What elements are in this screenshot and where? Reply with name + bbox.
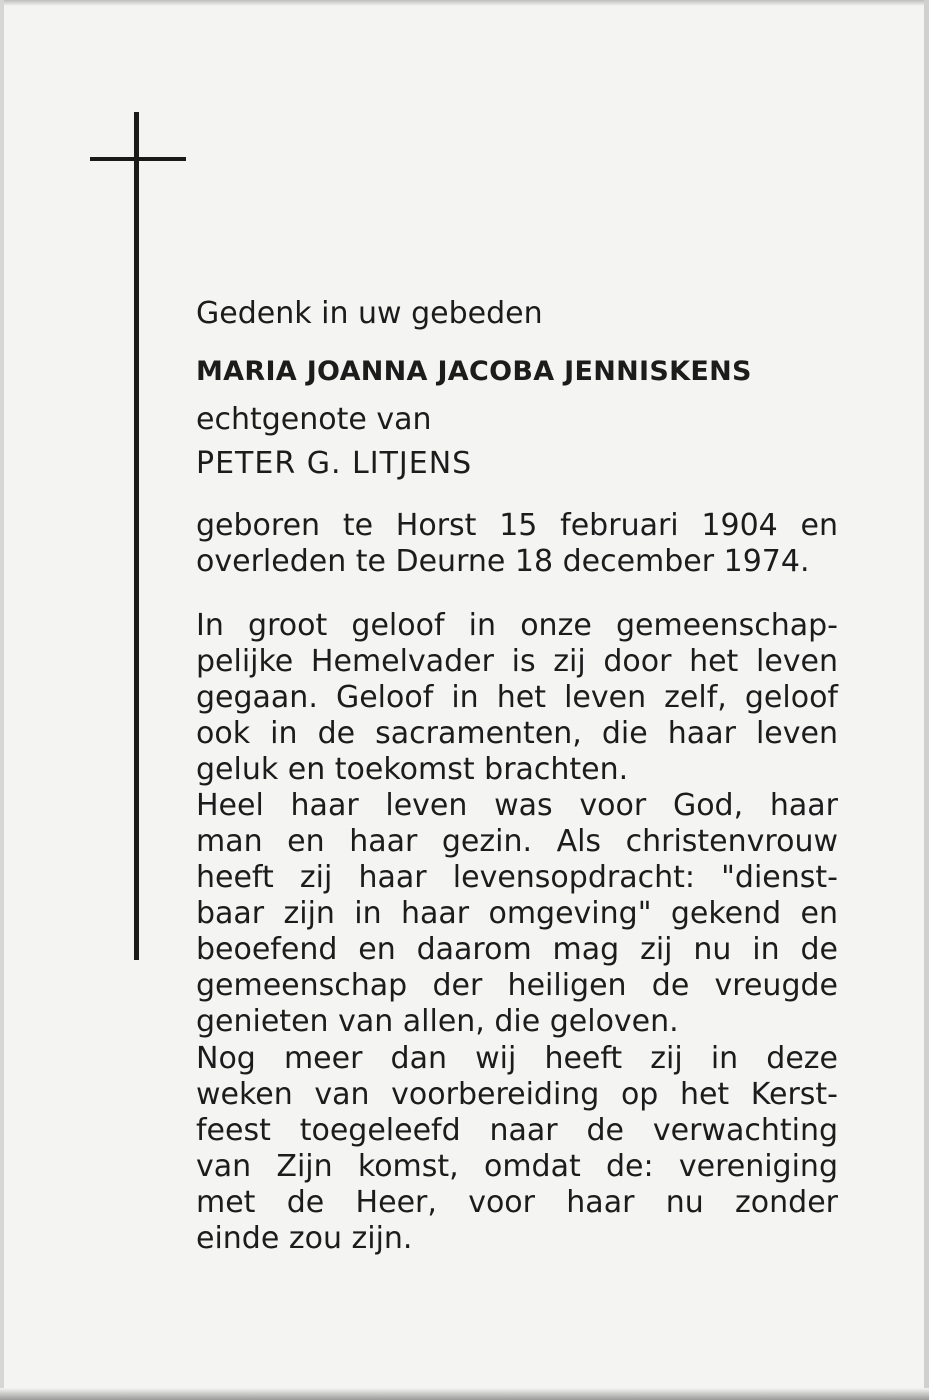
paragraph-line: weken van voorbereiding op het Kerst- xyxy=(196,1077,838,1112)
paragraph-line: man en haar gezin. Als christenvrouw xyxy=(196,824,838,859)
paragraph-line: Heel haar leven was voor God, haar xyxy=(196,788,838,823)
paragraph-christmas xyxy=(196,1041,838,1257)
paragraph-line: pelijke Hemelvader is zij door het leven xyxy=(196,644,838,679)
birth-death-dates xyxy=(196,508,838,580)
paragraph-line: van Zijn komst, omdat de: vereniging xyxy=(196,1149,838,1184)
paragraph-line: beoefend en daarom mag zij nu in de xyxy=(196,932,838,967)
paragraph-line: met de Heer, voor haar nu zonder xyxy=(196,1185,838,1220)
scan-bottom-edge xyxy=(0,1388,929,1400)
paragraph-line: baar zijn in haar omgeving" gekend en xyxy=(196,896,838,931)
deceased-name: MARIA JOANNA JACOBA JENNISKENS xyxy=(196,356,752,387)
paragraph-line: einde zou zijn. xyxy=(196,1221,413,1256)
scan-left-edge xyxy=(0,0,4,1400)
cross-vertical-bar xyxy=(134,112,139,960)
paragraph-line: gegaan. Geloof in het leven zelf, geloof xyxy=(196,680,838,715)
scan-right-edge xyxy=(924,0,929,1400)
paragraph-line: heeft zij haar levensopdracht: "dienst- xyxy=(196,860,838,895)
paragraph-life xyxy=(196,788,838,1040)
paragraph-faith xyxy=(196,608,838,788)
paragraph-line: In groot geloof in onze gemeenschap- xyxy=(196,608,838,643)
dates-line: geboren te Horst 15 februari 1904 en xyxy=(196,508,838,543)
paragraph-line: gemeenschap der heiligen de vreugde xyxy=(196,968,838,1003)
dates-line: overleden te Deurne 18 december 1974. xyxy=(196,544,810,579)
paragraph-line: feest toegeleefd naar de verwachting xyxy=(196,1113,838,1148)
paragraph-line: Nog meer dan wij heeft zij in deze xyxy=(196,1041,838,1076)
paragraph-line: geluk en toekomst brachten. xyxy=(196,752,629,787)
spouse-name: PETER G. LITJENS xyxy=(196,446,473,481)
spouse-label: echtgenote van xyxy=(196,402,432,437)
paragraph-line: genieten van allen, die geloven. xyxy=(196,1004,679,1039)
cross-horizontal-bar xyxy=(90,157,186,161)
intro-text: Gedenk in uw gebeden xyxy=(196,296,543,331)
scan-top-edge xyxy=(0,0,929,6)
paragraph-line: ook in de sacramenten, die haar leven xyxy=(196,716,838,751)
